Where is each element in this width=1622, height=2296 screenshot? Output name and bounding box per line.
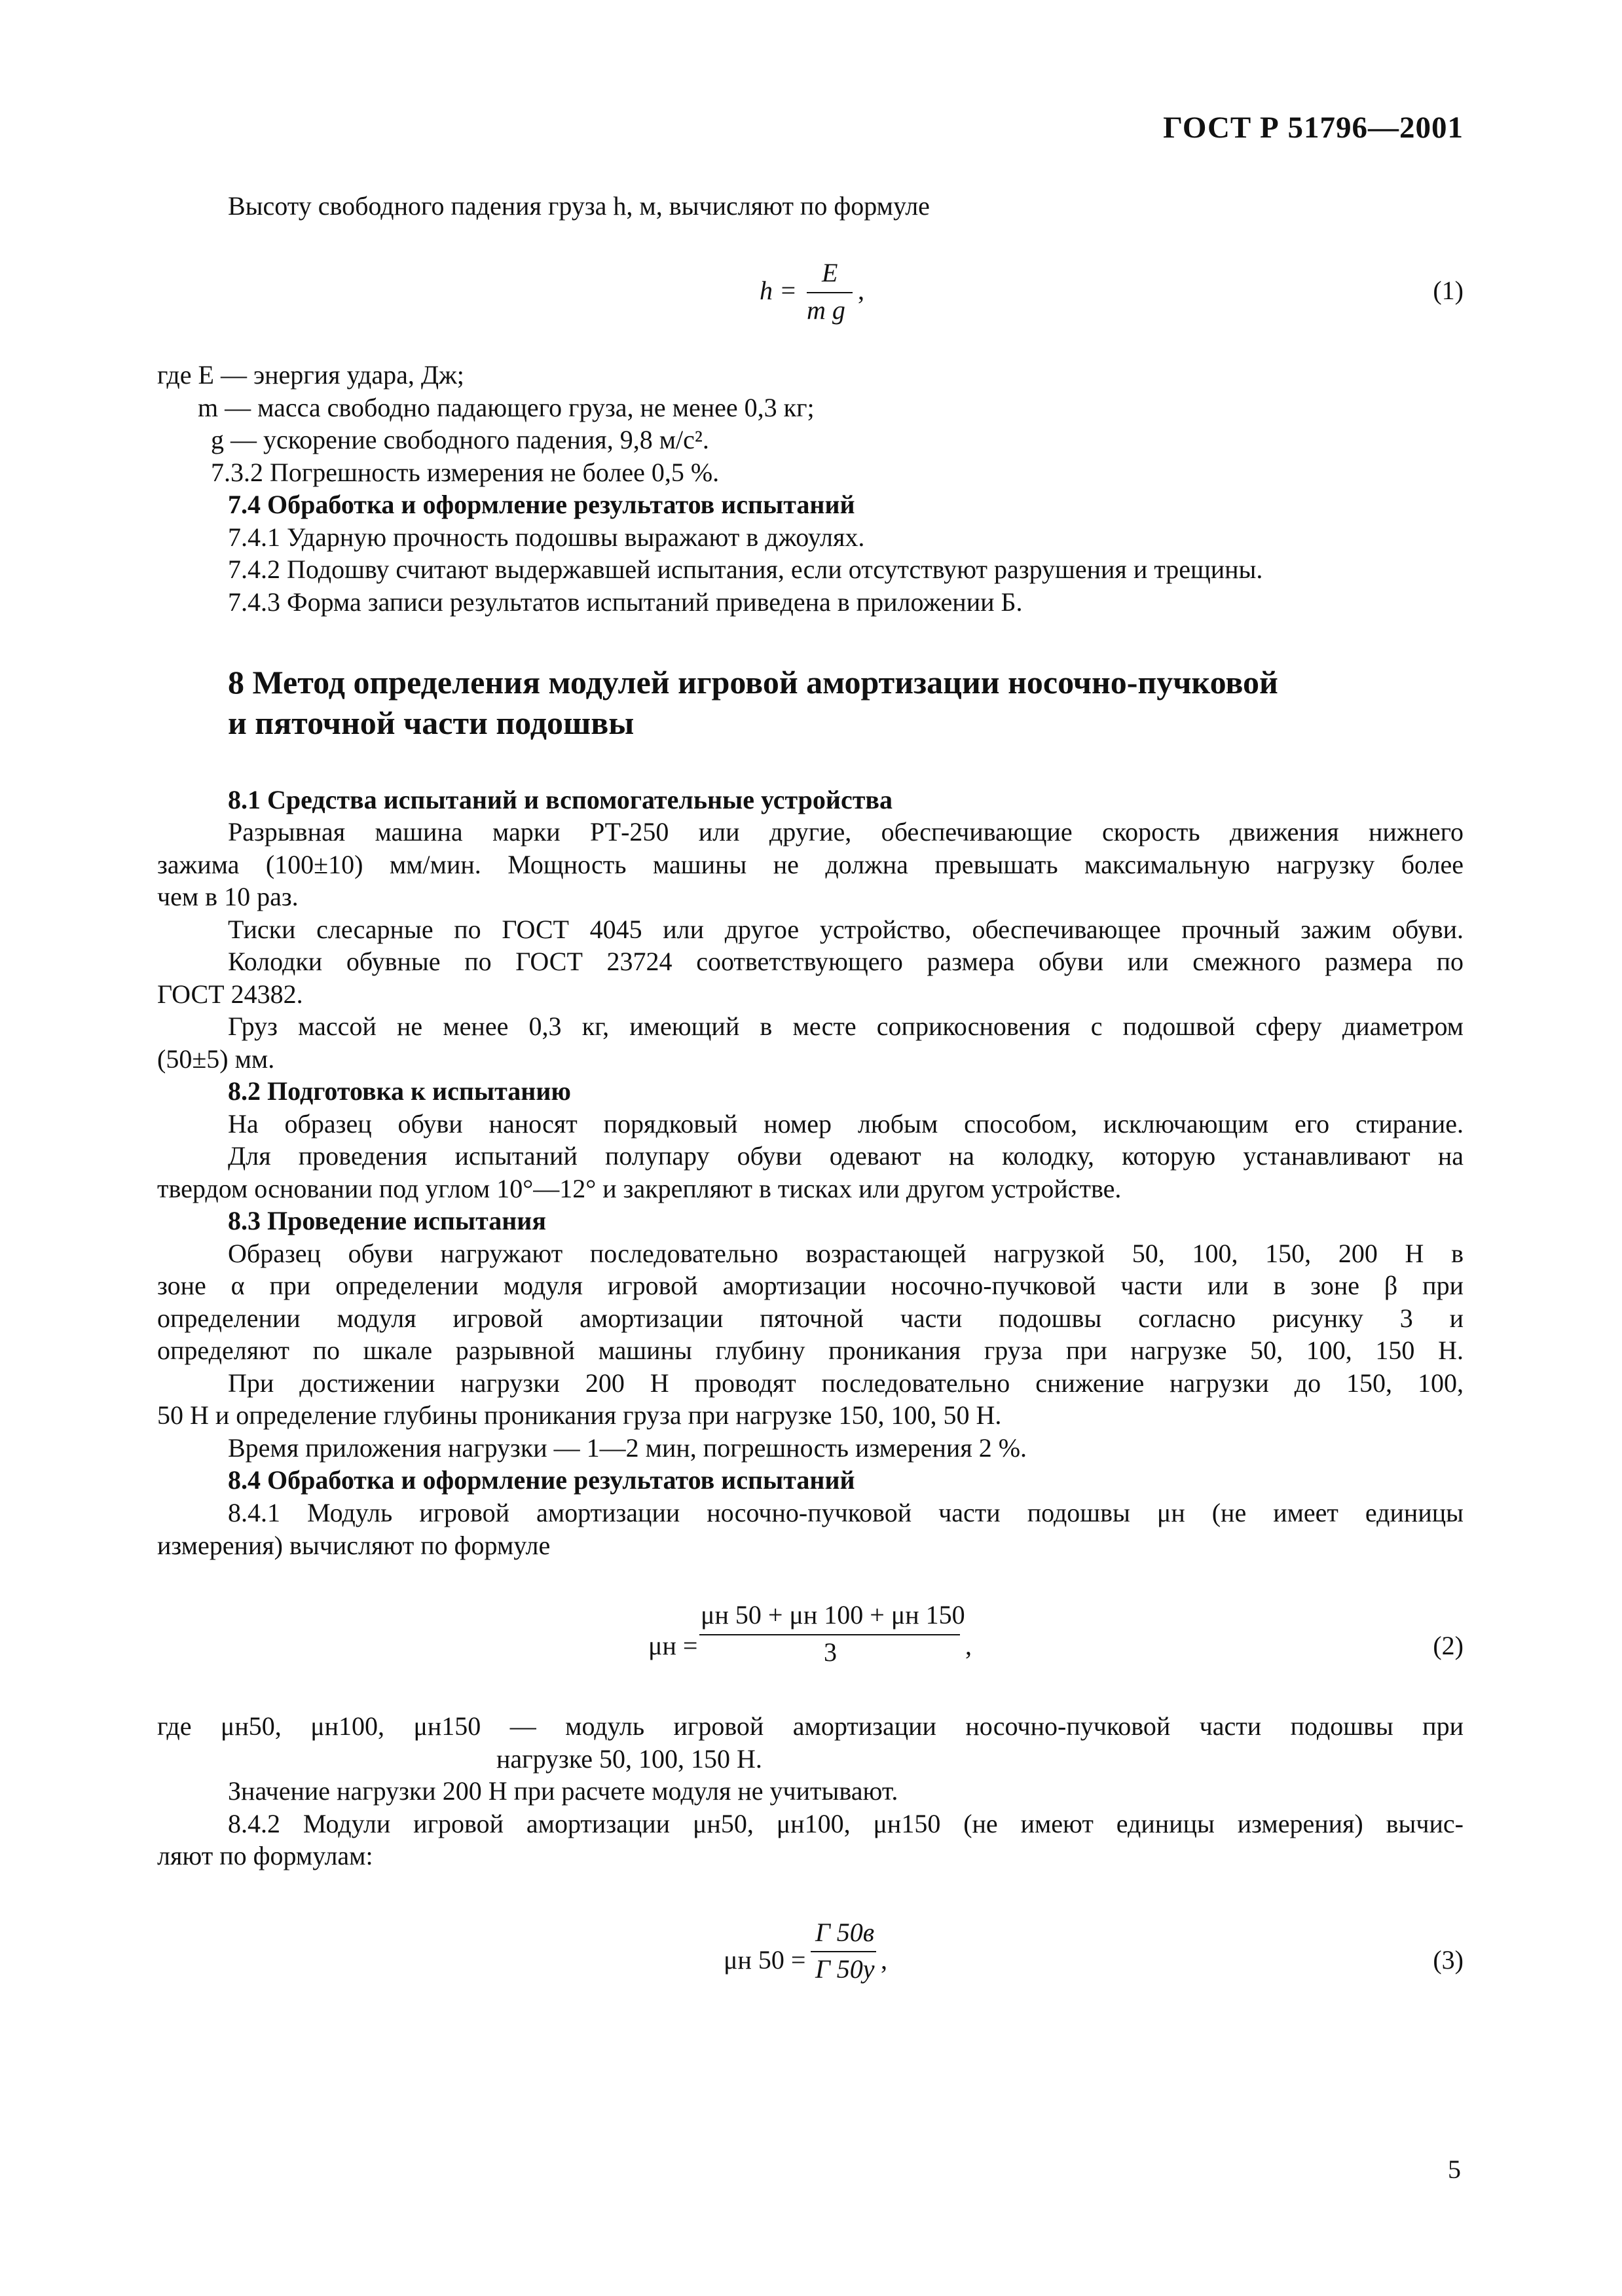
where-line: нагрузке 50, 100, 150 Н.: [496, 1744, 762, 1774]
formula-3-numerator: Г 50в: [815, 1918, 875, 1947]
subsection-title: 8.4 Обработка и оформление результатов испытаний: [228, 1465, 855, 1495]
equation-number: (2): [1433, 1631, 1464, 1660]
formula-3-denominator: Г 50у: [815, 1954, 875, 1984]
where-line: где μн50, μн100, μн150 — модуль игровой амортизации носочно-пучковой части подошвы при: [157, 1711, 1464, 1741]
section-title: 8 Метод определения модулей игровой амортизации носочно-пучковой: [228, 664, 1278, 701]
where-line: m — масса свободно падающего груза, не менее 0,3 кг;: [198, 393, 815, 422]
paragraph-line: 8.4.1 Модуль игровой амортизации носочно-пучковой части подошвы μн (не имеет единицы: [228, 1498, 1464, 1527]
formula-3-lhs: μн 50 =: [724, 1945, 806, 1975]
subsection-title: 8.2 Подготовка к испытанию: [228, 1076, 571, 1106]
paragraph: Высоту свободного падения груза h, м, вычисляют по формуле: [228, 191, 930, 221]
paragraph-line: зоне α при определении модуля игровой амортизации носочно-пучковой части или в зоне β при: [157, 1271, 1464, 1300]
formula-1-lhs: h =: [760, 276, 797, 305]
paragraph: 7.4.1 Ударную прочность подошвы выражают в джоулях.: [228, 522, 865, 552]
formula-2-lhs: μн =: [648, 1631, 698, 1660]
page-number: 5: [1448, 2155, 1461, 2184]
formula-3-tail: ,: [881, 1945, 887, 1975]
equation-number: (1): [1433, 276, 1464, 305]
paragraph-line: 50 Н и определение глубины проникания груза при нагрузке 150, 100, 50 Н.: [157, 1400, 1002, 1430]
formula-2-numerator: μн 50 + μн 100 + μн 150: [701, 1600, 965, 1630]
formula-1-tail: ,: [858, 276, 864, 305]
formula-2-tail: ,: [965, 1631, 972, 1660]
paragraph: 7.4.2 Подошву считают выдержавшей испытания, если отсутствуют разрушения и трещины.: [228, 555, 1263, 584]
equation-number: (3): [1433, 1945, 1464, 1975]
paragraph-line: зажима (100±10) мм/мин. Мощность машины не должна превышать максимальную нагрузку более: [157, 850, 1464, 879]
paragraph-line: 8.4.2 Модули игровой амортизации μн50, μн100, μн150 (не имеют единицы измерения) вычис-: [228, 1809, 1464, 1838]
paragraph-line: При достижении нагрузки 200 Н проводят последовательно снижение нагрузки до 150, 100,: [228, 1368, 1464, 1398]
paragraph-line: На образец обуви наносят порядковый номер любым способом, исключающим его стирание.: [228, 1109, 1464, 1139]
paragraph-line: Время приложения нагрузки — 1—2 мин, погрешность измерения 2 %.: [228, 1433, 1027, 1463]
subsection-title: 7.4 Обработка и оформление результатов испытаний: [228, 490, 855, 519]
paragraph-line: Груз массой не менее 0,3 кг, имеющий в месте соприкосновения с подошвой сферу диаметром: [228, 1011, 1464, 1041]
formula-2-denominator: 3: [824, 1637, 837, 1667]
paragraph-line: определении модуля игровой амортизации пяточной части подошвы согласно рисунку 3 и: [157, 1303, 1464, 1333]
paragraph-line: измерения) вычисляют по формуле: [157, 1531, 551, 1560]
paragraph-line: Колодки обувные по ГОСТ 23724 соответствующего размера обуви или смежного размера по: [228, 947, 1464, 976]
paragraph: Значение нагрузки 200 Н при расчете модуля не учитывают.: [228, 1776, 898, 1806]
where-line: где E — энергия удара, Дж;: [157, 360, 464, 390]
paragraph-line: Для проведения испытаний полупару обуви одевают на колодку, которую устанавливают на: [228, 1141, 1464, 1171]
paragraph-line: твердом основании под углом 10°—12° и закрепляют в тисках или другом устройстве.: [157, 1174, 1122, 1203]
formula-1-denominator: m g: [807, 295, 845, 325]
paragraph-line: ГОСТ 24382.: [157, 979, 303, 1009]
section-title: и пяточной части подошвы: [228, 704, 635, 741]
paragraph-line: Тиски слесарные по ГОСТ 4045 или другое устройство, обеспечивающее прочный зажим обуви.: [228, 915, 1464, 944]
paragraph-line: Разрывная машина марки РТ-250 или другие, обеспечивающие скорость движения нижнего: [228, 817, 1464, 847]
paragraph-line: (50±5) мм.: [157, 1044, 275, 1074]
formula-1-numerator: E: [822, 258, 838, 287]
document-header: ГОСТ Р 51796—2001: [1163, 111, 1464, 145]
paragraph-line: чем в 10 раз.: [157, 882, 299, 911]
paragraph-line: ляют по формулам:: [157, 1841, 373, 1870]
fraction-bar: [699, 1634, 960, 1635]
fraction-bar: [811, 1951, 876, 1952]
paragraph: 7.4.3 Форма записи результатов испытаний приведена в приложении Б.: [228, 587, 1023, 617]
paragraph-line: определяют по шкале разрывной машины глубину проникания груза при нагрузке 50, 100, 150 Н.: [157, 1336, 1464, 1365]
where-line: g — ускорение свободного падения, 9,8 м/с².: [211, 425, 709, 454]
subsection-title: 8.3 Проведение испытания: [228, 1206, 546, 1235]
paragraph: 7.3.2 Погрешность измерения не более 0,5 %.: [211, 458, 720, 487]
fraction-bar: [807, 292, 853, 293]
paragraph-line: Образец обуви нагружают последовательно возрастающей нагрузкой 50, 100, 150, 200 Н в: [228, 1239, 1464, 1268]
subsection-title: 8.1 Средства испытаний и вспомогательные устройства: [228, 785, 893, 814]
